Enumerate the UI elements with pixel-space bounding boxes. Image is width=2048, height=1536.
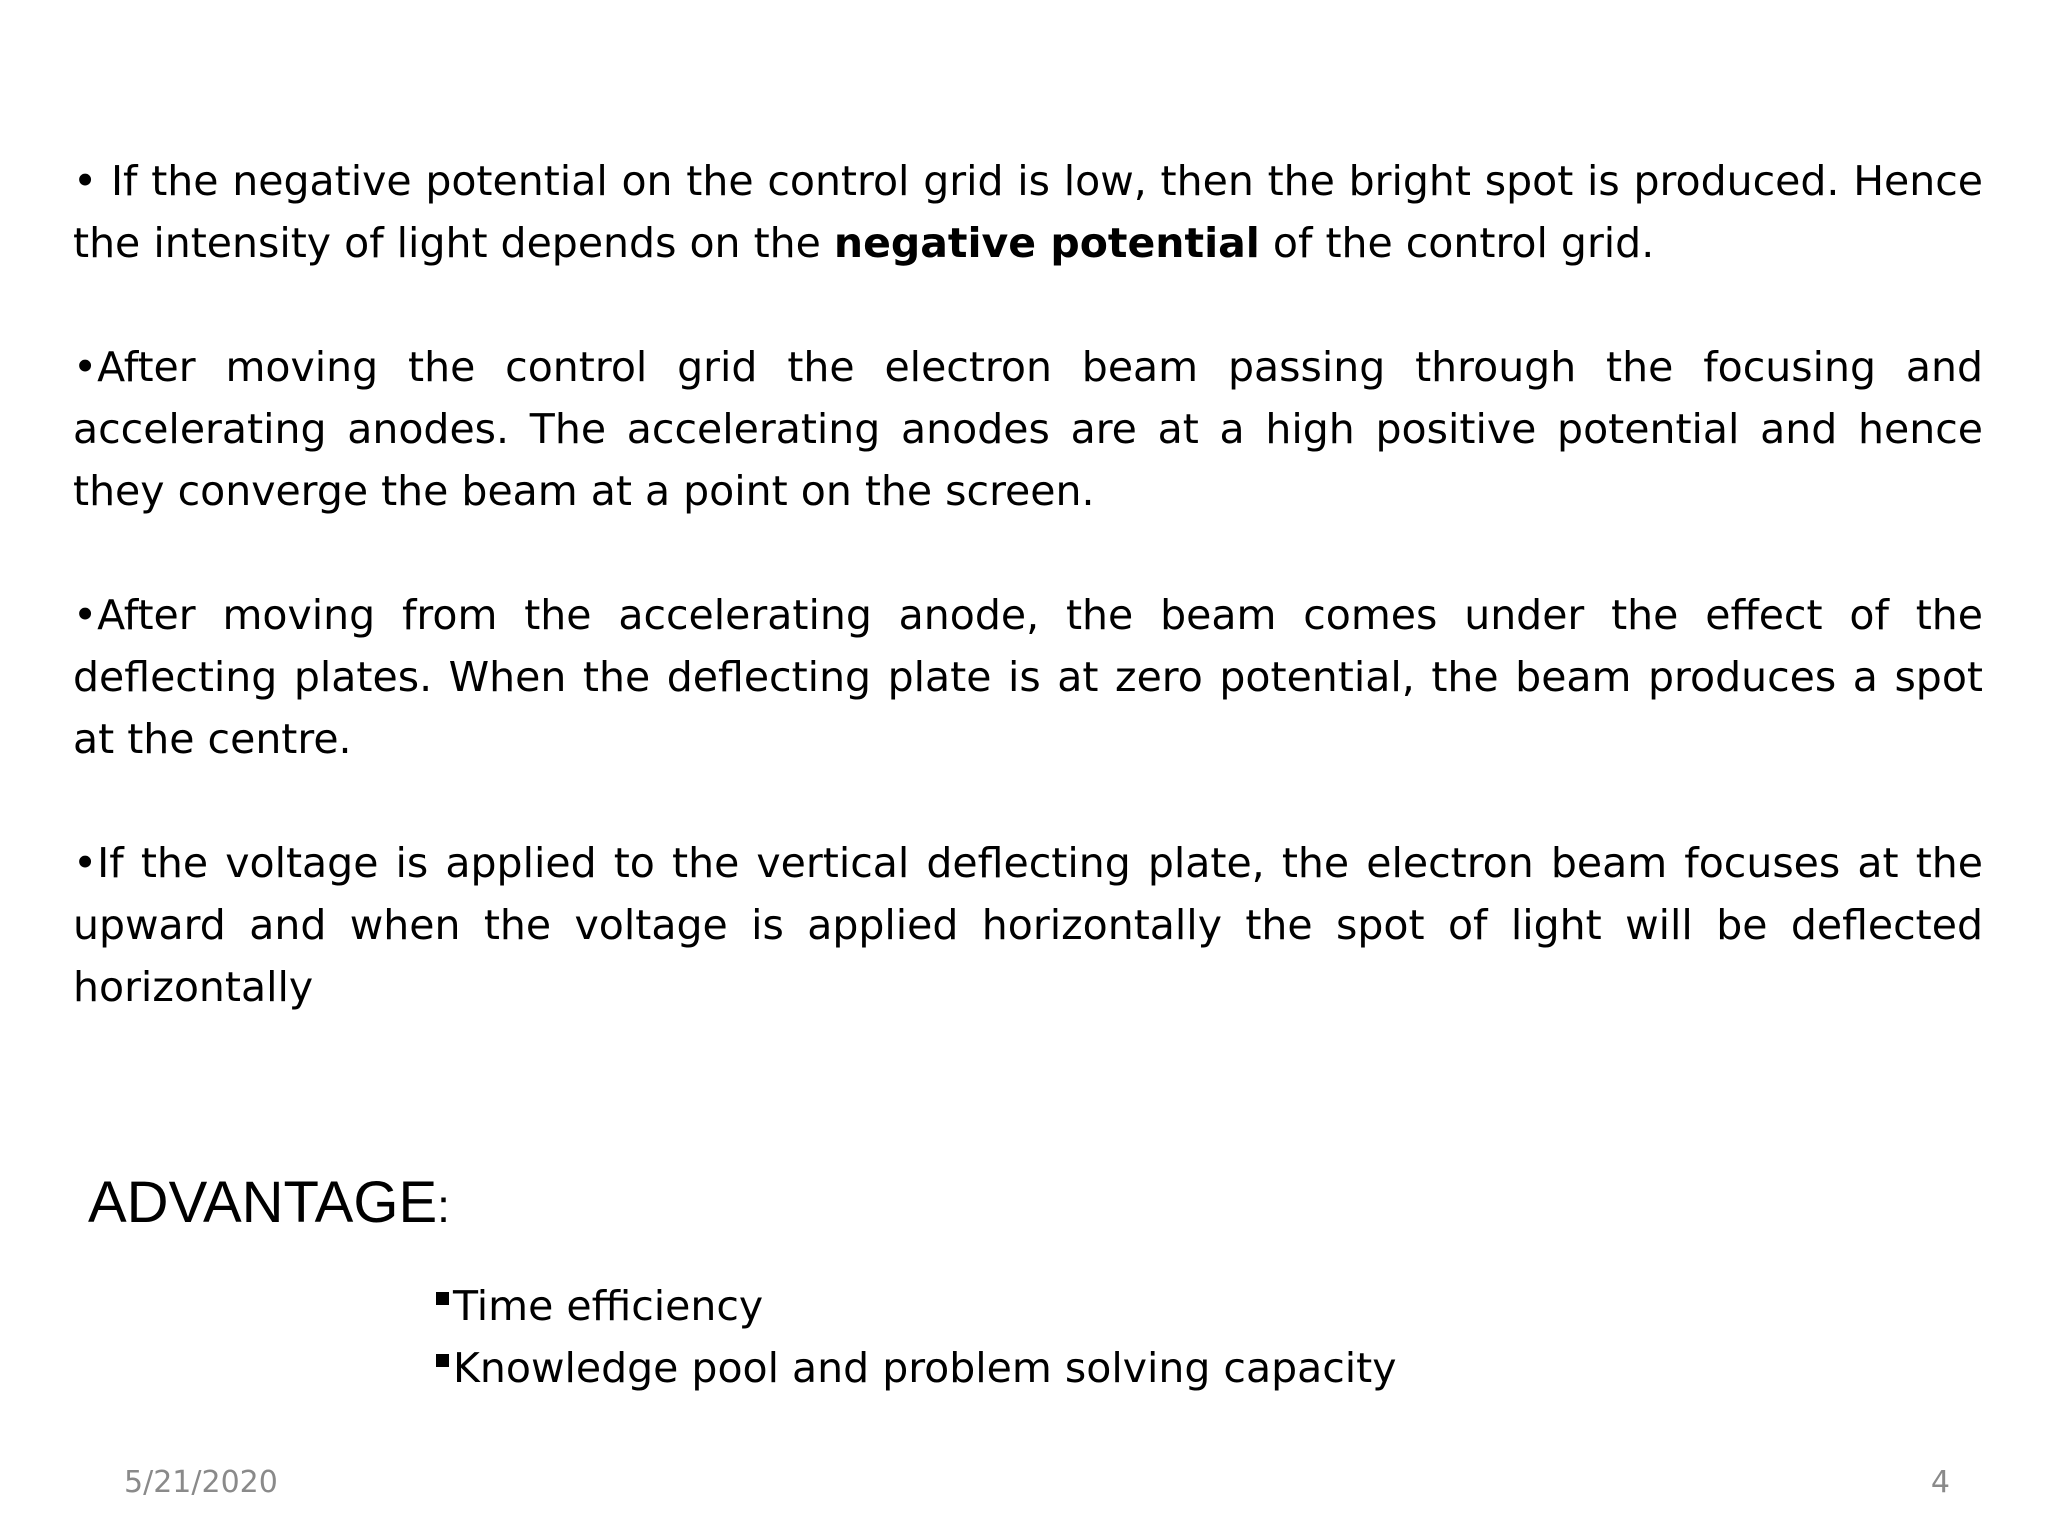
footer-date: 5/21/2020	[124, 1465, 278, 1500]
list-item-label: Time efficiency	[453, 1282, 764, 1330]
list-item	[436, 1337, 1397, 1399]
paragraph-text: of the control grid.	[1259, 219, 1655, 267]
paragraph-text: • If the negative potential on the control grid is low, then the bright spot is produced. Hence the intensity of light depends on the	[73, 157, 1983, 267]
slide-body	[73, 150, 1983, 1018]
paragraph-anodes: •After moving the control grid the electron beam passing through the focusing and accelerating anodes. The accelerating anodes are at a high positive potential and hence they converge the beam at a point on the screen.	[73, 343, 1983, 515]
list-item-label: Knowledge pool and problem solving capacity	[453, 1344, 1397, 1392]
advantage-heading	[88, 1168, 450, 1241]
paragraph-voltage: •If the voltage is applied to the vertical deflecting plate, the electron beam focuses at the upward and when the voltage is applied horizontally the spot of light will be deflected horizontally	[73, 839, 1983, 1011]
paragraph-deflecting-plates: •After moving from the accelerating anode, the beam comes under the effect of the deflecting plates. When the deflecting plate is at zero potential, the beam produces a spot at the centre.	[73, 591, 1983, 763]
paragraph-control-grid	[73, 150, 1983, 274]
advantage-list	[436, 1275, 1397, 1399]
bold-phrase: negative potential	[833, 219, 1260, 267]
advantage-heading-text: ADVANTAGE	[88, 1170, 438, 1235]
square-bullet-icon	[436, 1354, 449, 1367]
list-item	[436, 1275, 1397, 1337]
square-bullet-icon	[436, 1292, 449, 1305]
slide-number: 4	[1930, 1465, 1950, 1500]
advantage-heading-colon: :	[437, 1180, 450, 1232]
